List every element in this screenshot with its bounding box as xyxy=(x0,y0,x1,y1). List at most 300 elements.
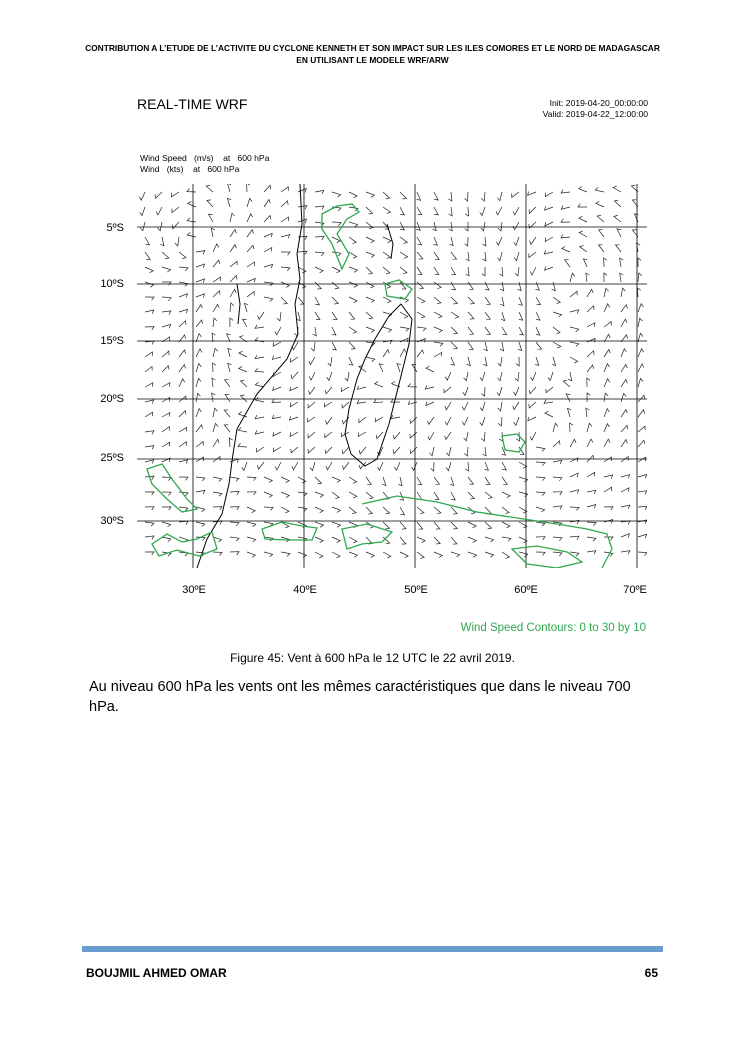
wind-barb xyxy=(434,312,442,318)
wind-barb xyxy=(445,417,451,425)
wind-barb xyxy=(485,522,492,529)
wind-barb xyxy=(482,267,485,276)
wind-barb xyxy=(400,349,406,357)
wind-barb xyxy=(196,393,200,402)
wind-barb xyxy=(496,207,502,215)
wind-barb xyxy=(179,365,186,372)
wind-barb xyxy=(604,379,610,387)
wind-barb xyxy=(553,312,562,317)
wind-barb xyxy=(638,349,644,357)
legend-wind-speed: Wind Speed (m/s) at 600 hPa xyxy=(140,153,270,163)
wind-barb xyxy=(536,327,540,335)
wind-barb xyxy=(500,297,504,306)
wind-barb xyxy=(383,192,390,199)
wind-barb xyxy=(162,351,169,357)
wind-barb xyxy=(140,222,145,231)
wind-barb xyxy=(586,408,590,417)
wind-barb xyxy=(545,222,553,226)
wind-barb xyxy=(621,440,627,448)
wind-barb xyxy=(145,327,154,330)
wind-barb xyxy=(425,385,434,389)
wind-barb xyxy=(213,363,216,372)
wind-barb xyxy=(273,447,281,452)
wind-barb xyxy=(450,237,454,246)
figure-run-times xyxy=(470,98,648,120)
wind-barb xyxy=(553,297,560,304)
wind-barb xyxy=(325,447,332,454)
wind-barb xyxy=(255,382,264,387)
wind-barb xyxy=(400,552,408,558)
wind-barb xyxy=(417,350,424,357)
wind-barb xyxy=(315,552,323,558)
wind-barb xyxy=(434,492,439,500)
wind-barb xyxy=(544,250,553,254)
wind-barb xyxy=(349,492,357,498)
wind-barb xyxy=(604,322,611,327)
wind-barb xyxy=(196,305,202,313)
wind-barb xyxy=(196,251,205,255)
wind-barb xyxy=(462,402,468,410)
wind-barb xyxy=(552,282,556,291)
wind-barb xyxy=(638,273,642,282)
wind-barb xyxy=(536,492,545,496)
wind-barb xyxy=(230,303,234,312)
wind-barb xyxy=(272,356,281,360)
wind-barb xyxy=(383,267,390,274)
wind-barb xyxy=(162,427,169,432)
wind-barb xyxy=(172,222,179,229)
wind-barb xyxy=(513,402,519,410)
wind-barb xyxy=(247,522,256,527)
footer-bar xyxy=(82,946,663,952)
wind-barb xyxy=(315,537,323,543)
wind-barb xyxy=(621,410,627,418)
wind-barb xyxy=(162,477,171,481)
wind-barb xyxy=(417,312,425,318)
wind-barb xyxy=(434,537,440,544)
wind-barb xyxy=(400,522,406,529)
wind-barb xyxy=(519,462,527,468)
wind-barb xyxy=(245,303,249,312)
wind-barb xyxy=(604,424,610,432)
wind-barb xyxy=(604,457,612,462)
wind-barb xyxy=(587,323,595,327)
wind-barb xyxy=(604,507,613,510)
wind-barb xyxy=(400,237,407,244)
wind-barb xyxy=(465,192,469,201)
wind-barb xyxy=(621,505,630,509)
wind-barb xyxy=(324,402,332,407)
wind-barb xyxy=(212,393,216,402)
wind-barb xyxy=(145,352,152,357)
wind-barb xyxy=(349,297,357,303)
wind-barb xyxy=(634,214,638,222)
wind-barb xyxy=(240,380,247,387)
wind-barb xyxy=(431,462,434,471)
wind-barb xyxy=(497,192,502,201)
wind-barb xyxy=(162,507,171,510)
wind-barb xyxy=(529,207,536,213)
wind-barb xyxy=(570,327,579,332)
wind-barb xyxy=(332,522,341,527)
wind-barb xyxy=(145,366,152,372)
wind-barb xyxy=(297,312,301,321)
wind-barb xyxy=(366,192,374,197)
wind-barb xyxy=(162,297,171,301)
wind-barb xyxy=(553,460,562,464)
wind-barb xyxy=(366,477,371,484)
wind-barb xyxy=(417,327,426,331)
wind-barb xyxy=(349,267,358,272)
wind-barb xyxy=(145,310,154,314)
wind-barb xyxy=(621,521,630,525)
wind-barb xyxy=(617,229,621,237)
wind-barb xyxy=(587,393,590,402)
lon-label: 30ºE xyxy=(182,584,206,596)
wind-barb xyxy=(309,372,315,380)
wind-barb xyxy=(587,439,593,447)
wind-barb xyxy=(434,522,440,529)
wind-barb xyxy=(366,507,372,514)
wind-barb xyxy=(451,522,457,529)
wind-barb xyxy=(281,477,289,483)
wind-barb xyxy=(257,462,264,469)
wind-barb xyxy=(196,320,203,327)
wind-barb xyxy=(187,232,196,237)
wind-barb xyxy=(400,207,404,215)
wind-barb xyxy=(225,394,230,402)
wind-barb xyxy=(366,552,374,558)
wind-barb xyxy=(483,237,486,246)
wind-barb xyxy=(449,222,453,231)
wind-barb xyxy=(290,416,298,420)
wind-barb xyxy=(570,310,579,314)
wind-barb xyxy=(196,364,201,373)
contour xyxy=(152,532,217,556)
wind-barb xyxy=(604,304,610,312)
wind-barb xyxy=(206,185,213,192)
wind-barb xyxy=(434,507,441,514)
wind-barb xyxy=(315,297,319,305)
wind-barb xyxy=(400,312,408,318)
wind-barb xyxy=(311,342,315,351)
wind-barb xyxy=(298,189,306,193)
wind-barb xyxy=(502,552,510,558)
wind-barb xyxy=(227,198,231,207)
document-header xyxy=(60,42,685,66)
wind-barb xyxy=(273,387,281,391)
wind-barb xyxy=(587,289,593,297)
wind-barb xyxy=(315,267,323,273)
wind-barb xyxy=(400,507,405,515)
wind-barb xyxy=(332,492,339,499)
wind-barb xyxy=(230,276,237,283)
wind-barb xyxy=(587,338,595,342)
wind-barb xyxy=(586,273,590,282)
wind-barb xyxy=(445,372,451,380)
wind-barb xyxy=(366,237,374,243)
wind-barb xyxy=(229,438,232,447)
wind-barb xyxy=(400,192,406,199)
wind-barb xyxy=(417,207,422,215)
wind-barb xyxy=(230,230,236,238)
wind-barb xyxy=(376,432,383,439)
wind-barb xyxy=(446,462,451,471)
wind-barb xyxy=(468,327,473,334)
valid-time: Valid: 2019-04-22_12:00:00 xyxy=(542,109,648,119)
wind-barb xyxy=(281,552,290,556)
wind-barb xyxy=(162,311,171,315)
wind-barb xyxy=(247,230,254,237)
wind-barb xyxy=(400,252,408,258)
wind-barb xyxy=(519,297,523,305)
wind-barb xyxy=(583,259,587,267)
wind-barb xyxy=(553,506,562,510)
wind-barb xyxy=(513,207,519,215)
wind-barb xyxy=(145,383,153,387)
wind-barb xyxy=(519,312,523,320)
wind-barb xyxy=(247,214,253,222)
wind-barb xyxy=(587,365,594,372)
wind-barb xyxy=(638,258,641,267)
wind-barb xyxy=(638,440,645,447)
wind-barb xyxy=(326,462,332,470)
wind-barb xyxy=(349,237,356,244)
wind-barb xyxy=(298,552,306,557)
wind-barb xyxy=(481,432,485,441)
wind-barb xyxy=(400,327,409,331)
wind-barb xyxy=(247,278,255,282)
wind-barb xyxy=(213,260,220,267)
wind-barb xyxy=(327,372,332,381)
wind-barb xyxy=(451,267,456,275)
wind-barb xyxy=(349,477,357,483)
wind-barb xyxy=(290,402,298,407)
wind-barb xyxy=(382,477,386,486)
wind-barb xyxy=(536,507,545,512)
wind-barb xyxy=(500,282,504,291)
wind-barb xyxy=(451,552,460,557)
wind-barb xyxy=(434,552,442,558)
wind-barb xyxy=(445,402,451,410)
wind-barb xyxy=(298,537,307,542)
wind-barb xyxy=(498,402,502,411)
wind-barb xyxy=(561,206,570,210)
wind-barb xyxy=(499,267,502,276)
wind-barb xyxy=(468,477,474,484)
wind-barb xyxy=(530,432,536,440)
wind-barb xyxy=(383,207,391,213)
wind-barb xyxy=(417,522,423,529)
wind-barb xyxy=(468,492,474,499)
wind-barb xyxy=(502,507,509,514)
wind-barb xyxy=(172,207,179,213)
wind-barb xyxy=(366,492,373,499)
wind-barb xyxy=(393,447,400,454)
wind-barb xyxy=(483,252,486,261)
wind-barb xyxy=(332,552,340,558)
wind-barb xyxy=(497,252,502,261)
wind-barb xyxy=(570,458,578,462)
wind-barb xyxy=(332,477,340,483)
wind-barb xyxy=(179,521,188,525)
wind-barb xyxy=(264,199,270,207)
contour xyxy=(512,546,582,568)
wind-barb xyxy=(561,219,570,222)
wind-barb xyxy=(604,487,612,492)
wind-barb xyxy=(545,237,553,242)
wind-barb xyxy=(485,312,490,319)
wind-barb xyxy=(599,230,604,237)
wind-barb xyxy=(179,477,188,480)
wind-barb xyxy=(485,477,490,485)
wind-barb xyxy=(366,297,374,303)
wind-barb xyxy=(255,430,264,434)
wind-barb xyxy=(145,341,154,345)
wind-barb xyxy=(162,324,171,328)
wind-barb xyxy=(481,387,485,396)
wind-barb xyxy=(394,462,400,470)
wind-barb xyxy=(515,267,519,276)
wind-barb xyxy=(239,366,247,372)
wind-barb xyxy=(464,372,468,381)
wind-barb xyxy=(416,222,420,230)
wind-barb xyxy=(332,192,341,197)
wind-barb xyxy=(565,260,570,267)
wind-barb xyxy=(357,386,366,390)
wind-barb xyxy=(345,372,349,381)
wind-barb xyxy=(568,372,572,381)
contour xyxy=(385,280,412,299)
wind-barb xyxy=(553,552,562,556)
wind-barb xyxy=(230,459,238,463)
wind-barb xyxy=(160,237,164,246)
wind-barb xyxy=(570,273,575,282)
wind-barb xyxy=(230,289,236,297)
lat-label: 10ºS xyxy=(100,278,124,290)
wind-barb xyxy=(481,222,485,231)
lon-label: 40ºE xyxy=(293,584,317,596)
wind-barb xyxy=(467,357,471,366)
wind-barb xyxy=(298,507,307,511)
wind-barb xyxy=(281,282,289,288)
wind-barb xyxy=(393,432,400,439)
wind-barb xyxy=(502,537,511,541)
wind-barb xyxy=(434,267,439,275)
wind-barb xyxy=(595,187,604,192)
wind-barb xyxy=(281,297,287,304)
wind-barb xyxy=(298,492,307,496)
wind-barb xyxy=(145,507,154,510)
wind-barb xyxy=(162,252,169,259)
wind-barb xyxy=(485,462,489,470)
wind-barb xyxy=(349,357,353,365)
wind-barb xyxy=(291,372,298,379)
wind-barb xyxy=(255,397,264,402)
wind-barb xyxy=(264,248,272,253)
wind-barb xyxy=(255,355,264,359)
wind-barb xyxy=(468,282,473,289)
wind-barb xyxy=(638,318,643,327)
wind-barb xyxy=(616,245,622,252)
wind-barb xyxy=(349,282,357,287)
wind-barb xyxy=(196,522,205,527)
contour xyxy=(502,434,525,452)
wind-barb xyxy=(638,491,647,495)
wind-barb xyxy=(145,252,150,259)
wind-barb xyxy=(315,492,323,497)
wind-barb xyxy=(450,477,454,486)
wind-barb xyxy=(145,400,154,404)
wind-barb xyxy=(342,447,349,454)
wind-barb xyxy=(332,312,337,320)
page-number: 65 xyxy=(644,966,658,980)
wind-barb xyxy=(359,417,366,423)
wind-barb xyxy=(175,237,179,246)
wind-barb xyxy=(417,192,421,200)
wind-barb xyxy=(638,552,647,556)
wind-barb xyxy=(145,237,150,245)
wind-barb xyxy=(290,387,298,391)
wind-barb xyxy=(196,294,204,298)
wind-barb xyxy=(484,342,488,351)
wind-barb xyxy=(243,319,248,327)
wind-barb xyxy=(162,522,171,527)
wind-barb xyxy=(315,312,320,320)
wind-barb xyxy=(417,477,422,485)
wind-barb xyxy=(468,312,474,319)
wind-barb xyxy=(187,189,196,193)
wind-barb xyxy=(349,552,357,557)
wind-barb xyxy=(498,417,502,426)
wind-barb xyxy=(614,200,621,207)
wind-barb xyxy=(332,222,341,226)
wind-barb xyxy=(349,537,357,543)
wind-barb xyxy=(561,190,570,194)
wind-barb xyxy=(430,447,435,456)
wind-barb xyxy=(621,288,625,297)
wind-barb xyxy=(196,349,202,357)
wind-barb xyxy=(579,231,587,237)
wind-barb xyxy=(341,387,349,392)
wind-barb xyxy=(145,552,154,555)
wind-barb xyxy=(230,507,239,510)
wind-barb xyxy=(230,522,239,526)
wind-barb xyxy=(621,425,628,432)
wind-barb xyxy=(309,387,316,394)
contour xyxy=(342,524,392,549)
wind-barb xyxy=(315,252,324,256)
wind-barb xyxy=(179,442,186,447)
wind-barb xyxy=(553,477,562,481)
wind-barb xyxy=(417,252,423,259)
lon-label: 50ºE xyxy=(404,584,428,596)
wind-barb xyxy=(638,304,643,312)
wind-barb xyxy=(546,387,553,393)
wind-barb xyxy=(514,417,519,425)
wind-barb xyxy=(298,251,307,254)
wind-barb xyxy=(140,207,145,216)
wind-barb xyxy=(410,447,417,454)
wind-barb xyxy=(536,447,545,451)
wind-barb xyxy=(196,279,205,283)
wind-barb xyxy=(465,462,468,471)
wind-barb xyxy=(638,426,645,432)
contour xyxy=(322,204,359,269)
footer-author: BOUJMIL AHMED OMAR xyxy=(86,966,227,980)
wind-barb xyxy=(230,213,235,222)
wind-barb xyxy=(434,327,442,333)
